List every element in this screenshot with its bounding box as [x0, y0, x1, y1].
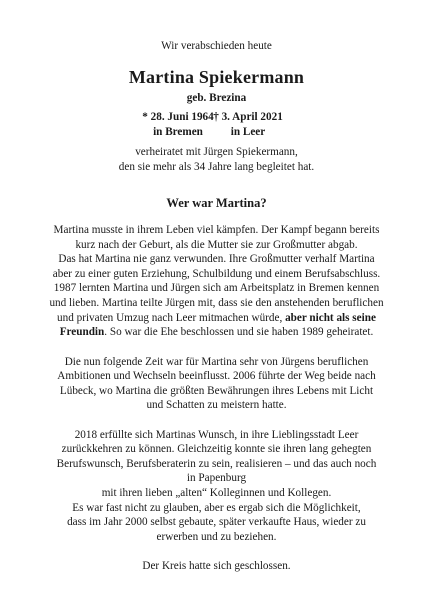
intro-line: Wir verabschieden heute [161, 40, 272, 52]
spouse-line-1: verheiratet mit Jürgen Spiekermann, [135, 146, 298, 158]
text-run: . So war die Ehe beschlossen und sie haben 1989 geheiratet. [104, 326, 374, 339]
paragraph-line: dass im Jahr 2000 selbst gebaute, später verkaufte Haus, wieder zu [67, 516, 366, 529]
paragraph-line: in Papenburg [186, 472, 247, 485]
paragraph-line: Das hat Martina nie ganz verwunden. Ihre Großmutter verhalf Martina [58, 253, 375, 266]
paragraph-line: Lübeck, wo Martina die größten Bewährungen ihres Lebens mit Licht [59, 384, 374, 397]
death-info [198, 111, 298, 143]
paragraph-line: aber zu einer guten Erziehung, Schulbildung und einem Berufsabschluss. [52, 267, 381, 280]
paragraph-line: 1987 lernten Martina und Jürgen sich am Arbeitsplatz in Bremen kennen [53, 282, 380, 295]
paragraph-line: Ambitionen und Wechseln beeinflusst. 2006 führte der Weg beide nach [57, 370, 376, 383]
emphasis-text: Freundin [59, 326, 105, 339]
paragraph-line: Die nun folgende Zeit war für Martina sehr von Jürgens beruflichen [64, 355, 369, 368]
paragraph-line: kurz nach der Geburt, als die Mutter sie zur Großmutter abgab. [75, 238, 358, 251]
maiden-name: geb. Brezina [186, 92, 247, 104]
emphasis-text: aber nicht als seine [285, 311, 376, 324]
death-date: † 3. April 2021 [213, 111, 283, 123]
spouse-line-2: den sie mehr als 34 Jahre lang begleitet hat. [118, 161, 315, 173]
paragraph-line: 2018 erfüllte sich Martinas Wunsch, in ihre Lieblingsstadt Leer [74, 428, 359, 441]
closing-line: Der Kreis hatte sich geschlossen. [142, 560, 291, 572]
paragraph-line: Berufswunsch, Berufsberaterin zu sein, realisieren – und das auch noch [56, 457, 377, 470]
paragraph-line [0, 312, 433, 324]
paragraph-line: erwerben und zu beziehen. [156, 530, 277, 543]
text-run: und privaten Umzug nach Leer mitmachen würde, [57, 311, 286, 324]
paragraph-line [0, 326, 433, 338]
paragraph-line: und lieben. Martina teilte Jürgen mit, dass sie den anstehenden beruflichen [49, 297, 384, 309]
paragraph-line: und Schatten zu meistern hatte. [146, 399, 287, 412]
paragraph-line: Martina musste in ihrem Leben viel kämpfen. Der Kampf begann bereits [53, 224, 380, 236]
paragraph-line: zurückkehren zu können. Gleichzeitig konnte sie ihren lang gehegten [61, 443, 372, 456]
paragraph-line: Es war fast nicht zu glauben, aber es ergab sich die Möglichkeit, [72, 501, 361, 514]
death-place: in Leer [230, 126, 266, 138]
birth-date: * 28. Juni 1964 [142, 111, 214, 123]
birth-place: in Bremen [153, 126, 203, 138]
deceased-name: Martina Spiekermann [128, 67, 305, 87]
paragraph-line: mit ihren lieben „alten“ Kolleginnen und Kollegen. [101, 486, 332, 499]
bio-heading: Wer war Martina? [166, 196, 267, 210]
